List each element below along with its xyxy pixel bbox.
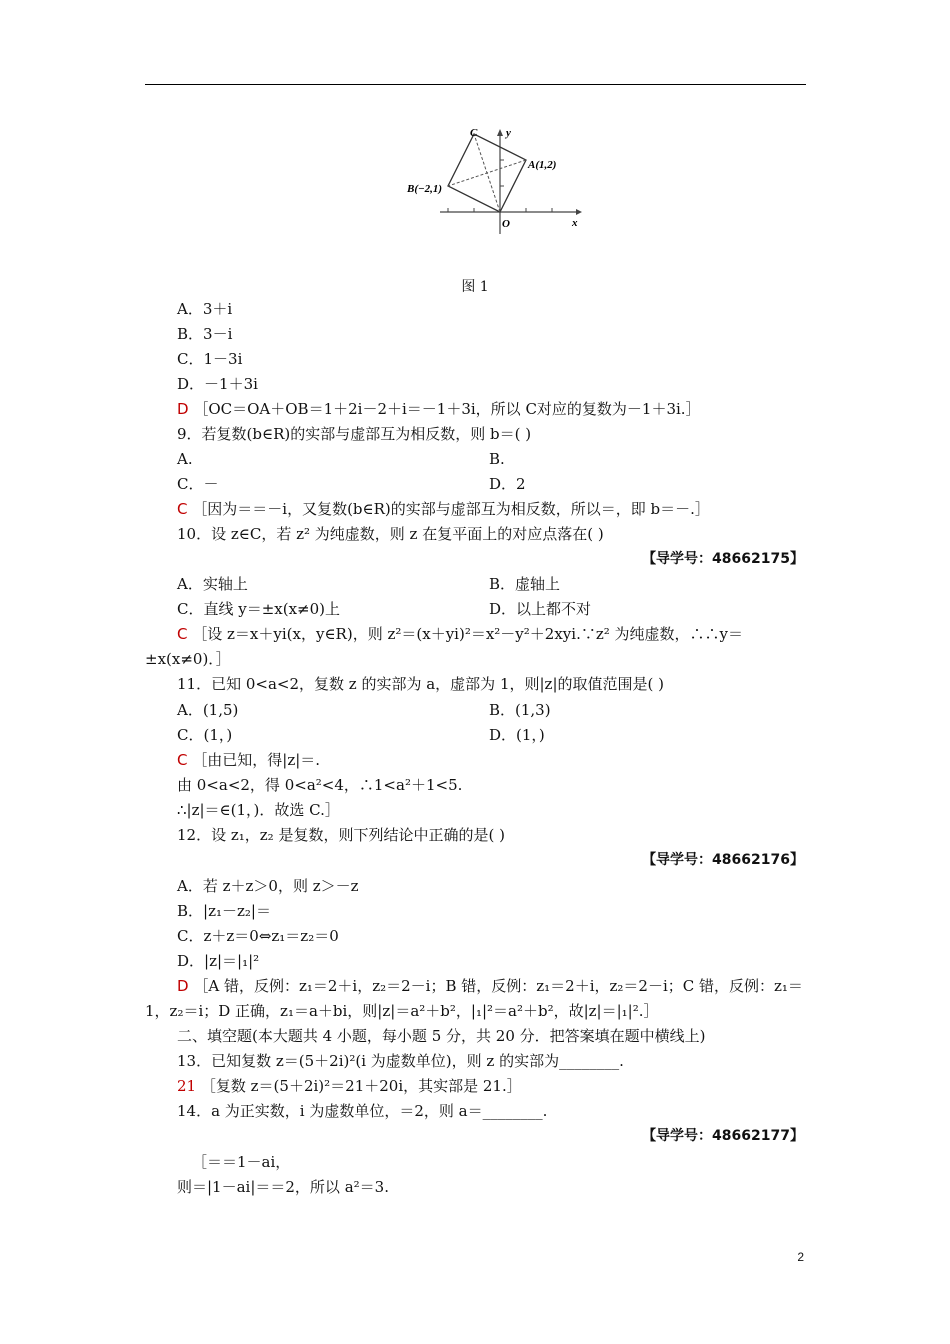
q12-option-b: B．|z₁－z₂|＝ xyxy=(177,902,271,920)
y-axis-arrow xyxy=(497,129,503,136)
q11-option-d: D．(1，) xyxy=(489,726,545,744)
q8-option-a: A．3＋i xyxy=(177,300,233,318)
q10-option-b: B．虚轴上 xyxy=(489,575,561,593)
answer-letter: D xyxy=(177,400,189,418)
figure-caption: 图 1 xyxy=(461,279,489,295)
q9-option-b: B. xyxy=(489,450,505,468)
answer-number: 21 xyxy=(177,1077,197,1095)
q10-option-c: C．直线 y＝±x(x≠0)上 xyxy=(177,600,341,618)
label-b: B(−2,1) xyxy=(407,183,443,195)
q10-answer xyxy=(177,624,743,644)
answer-letter: C xyxy=(177,625,188,643)
answer-explanation: ［OC＝OA＋OB＝1＋2i－2＋i＝－1＋3i，所以 C对应的复数为－1＋3i.］ xyxy=(193,400,701,418)
answer-explanation: ［复数 z＝(5＋2i)²＝21＋20i，其实部是 21.］ xyxy=(200,1077,522,1095)
answer-explanation: ［由已知，得|z|＝. xyxy=(192,751,321,769)
answer-letter: C xyxy=(177,500,188,518)
page-number: 2 xyxy=(797,1250,804,1264)
q14-answer-line2: 则＝|1－ai|＝＝2，所以 a²＝3. xyxy=(177,1178,389,1196)
q12-answer xyxy=(177,976,803,996)
q12-option-a: A．若 z＋z＞0，则 z＞－z xyxy=(177,877,359,895)
q12-answer-cont: 1，z₂＝i；D 正确，z₁＝a＋bi，则|z|＝a²＋b²，|₁|²＝a²＋b²，故|z|＝|₁|².］ xyxy=(145,1002,659,1020)
q11-answer-line2: 由 0<a<2，得 0<a²<4，∴1<a²＋1<5. xyxy=(177,776,463,794)
q8-option-d: D．－1＋3i xyxy=(177,375,258,393)
q13-stem: 13．已知复数 z＝(5＋2i)²(i 为虚数单位)，则 z 的实部为________. xyxy=(177,1052,624,1070)
answer-letter: D xyxy=(177,977,189,995)
q10-option-d: D．以上都不对 xyxy=(489,600,592,618)
q10-answer-cont: ±x(x≠0)．］ xyxy=(145,650,231,668)
section-heading: 二、填空题(本大题共 4 小题，每小题 5 分，共 20 分．把答案填在题中横线上) xyxy=(177,1027,706,1045)
q12-option-c: C．z＋z＝0⇔z₁＝z₂＝0 xyxy=(177,927,339,945)
q9-stem: 9．若复数(b∈R)的实部与虚部互为相反数，则 b＝( ) xyxy=(177,425,532,443)
q14-answer-line1: ［＝＝1－ai， xyxy=(192,1153,291,1171)
q8-option-b: B．3－i xyxy=(177,325,233,343)
label-x: x xyxy=(572,217,578,229)
x-axis-arrow xyxy=(576,209,582,215)
q10-stem: 10．设 z∈C，若 z² 为纯虚数，则 z 在复平面上的对应点落在( ) xyxy=(177,525,604,543)
q11-stem: 11．已知 0<a<2，复数 z 的实部为 a，虚部为 1，则|z|的取值范围是( ) xyxy=(177,675,664,693)
q11-option-b: B．(1,3) xyxy=(489,701,551,719)
q11-answer-line3: ∴|z|＝∈(1，)．故选 C.］ xyxy=(177,801,340,819)
q14-reference-number: 【导学号：48662177】 xyxy=(642,1128,804,1144)
q12-option-d: D．|z|＝|₁|² xyxy=(177,952,260,970)
q11-option-a: A．(1,5) xyxy=(177,701,239,719)
q8-option-c: C．1－3i xyxy=(177,350,243,368)
q10-reference-number: 【导学号：48662175】 xyxy=(642,551,804,567)
label-y: y xyxy=(506,127,511,139)
label-a: A(1,2) xyxy=(528,159,557,171)
complex-plane-figure xyxy=(400,124,590,234)
label-o: O xyxy=(502,218,510,230)
q11-answer xyxy=(177,750,320,770)
answer-letter: C xyxy=(177,751,188,769)
q8-answer xyxy=(177,399,701,419)
q14-stem: 14．a 为正实数，i 为虚数单位，＝2，则 a＝________. xyxy=(177,1102,548,1120)
q9-option-d: D．2 xyxy=(489,475,526,493)
q9-option-c: C．－ xyxy=(177,475,219,493)
q9-answer xyxy=(177,499,710,519)
q9-option-a: A. xyxy=(177,450,193,468)
q13-answer xyxy=(177,1076,522,1096)
q10-option-a: A．实轴上 xyxy=(177,575,248,593)
q12-reference-number: 【导学号：48662176】 xyxy=(642,852,804,868)
answer-explanation: ［设 z＝x＋yi(x，y∈R)，则 z²＝(x＋yi)²＝x²－y²＋2xyi.∵z² 为纯虚数，∴∴y＝ xyxy=(192,625,743,643)
header-rule xyxy=(145,84,806,85)
answer-explanation: ［A 错，反例：z₁＝2＋i，z₂＝2－i；B 错，反例：z₁＝2＋i，z₂＝2－i；C 错，反例：z₁＝ xyxy=(193,977,803,995)
q11-option-c: C．(1，) xyxy=(177,726,233,744)
q12-stem: 12．设 z₁，z₂ 是复数，则下列结论中正确的是( ) xyxy=(177,826,505,844)
answer-explanation: ［因为＝＝－i，又复数(b∈R)的实部与虚部互为相反数，所以＝，即 b＝－.］ xyxy=(192,500,710,518)
label-c: C xyxy=(470,127,478,139)
